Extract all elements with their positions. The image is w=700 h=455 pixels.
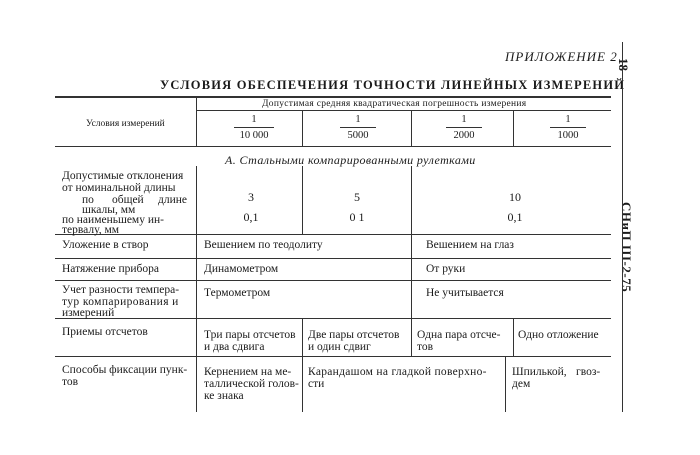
- fraction-numerator: 1: [355, 114, 361, 125]
- deviation-label-1: Допустимые отклонения: [62, 170, 184, 182]
- col-divider-2-body: [411, 166, 412, 234]
- rule-after-deviation: [55, 234, 611, 235]
- fixing-method-3a: Шпилькой,: [512, 366, 567, 378]
- col-divider-1-head: [302, 110, 303, 146]
- reading-method-3b: тов: [417, 341, 434, 353]
- temperature-label-3: измерений: [62, 307, 115, 319]
- fraction-denominator: 1000: [550, 127, 586, 142]
- fraction-1-2000: [446, 113, 482, 142]
- col-divider-0b: [196, 166, 197, 412]
- page-title: УСЛОВИЯ ОБЕСПЕЧЕНИЯ ТОЧНОСТИ ЛИНЕЙНЫХ ИЗМЕРЕНИЙ: [160, 78, 626, 92]
- deviation-interval-1: 0,1: [243, 210, 259, 224]
- col-divider-3-head: [513, 110, 514, 146]
- reading-method-1a: Три пары отсчетов: [204, 329, 296, 341]
- document-reference: СНиП III-2-75: [619, 202, 634, 293]
- fixing-method-2a: Карандашом на гладкой поверхно-: [308, 366, 487, 378]
- fraction-1-10000: [234, 113, 274, 142]
- reading-method-4: Одно отложение: [518, 329, 599, 341]
- rule-after-reading: [55, 356, 611, 357]
- fraction-denominator: 2000: [446, 127, 482, 142]
- fraction-1-5000: [340, 113, 376, 142]
- fraction-numerator: 1: [565, 114, 571, 125]
- temperature-method-1: Термометром: [204, 287, 271, 299]
- rule-after-alignment: [55, 258, 611, 259]
- page-number: 18: [616, 58, 631, 71]
- deviation-total-3: 10: [509, 190, 521, 204]
- fixing-method-1c: ке знака: [204, 390, 244, 402]
- header-bottom-rule: [55, 146, 611, 147]
- fraction-denominator: 5000: [340, 127, 376, 142]
- fixing-method-3b: гвоз-: [576, 366, 601, 378]
- alignment-label: Уложение в створ: [62, 239, 149, 251]
- fixing-method-3c: дем: [512, 378, 531, 390]
- fraction-denominator: 10 000: [234, 127, 274, 142]
- col-divider-reading-1: [302, 318, 303, 412]
- col-divider-fixing-3: [505, 356, 506, 412]
- alignment-method-1: Вешением по теодолиту: [204, 239, 323, 251]
- deviation-interval-3: 0,1: [507, 210, 523, 224]
- deviation-total-2: 5: [354, 190, 360, 204]
- section-a-heading: А. Стальными компарированными рулетками: [225, 153, 476, 167]
- temperature-label-2: тур компарирования и: [62, 296, 179, 308]
- tension-label: Натяжение прибора: [62, 263, 159, 275]
- conditions-header: Условия измерений: [86, 119, 165, 129]
- deviation-label-2: от номинальной длины: [62, 182, 176, 194]
- temperature-label-1: Учет разности темпера-: [62, 284, 180, 296]
- deviation-label-3b: общей: [112, 194, 144, 206]
- margin-rule: [622, 42, 623, 412]
- rule-after-temperature: [55, 318, 611, 319]
- fixing-method-1b: таллической голов-: [204, 378, 299, 390]
- deviation-interval-2: 0 1: [349, 210, 365, 224]
- alignment-method-2: Вешением на глаз: [426, 239, 514, 251]
- deviation-label-4: шкалы, мм: [82, 204, 136, 216]
- tension-method-2: От руки: [426, 263, 466, 275]
- reading-label: Приемы отсчетов: [62, 326, 148, 338]
- fixing-label-1: Способы фиксации пунк-: [62, 364, 188, 376]
- rule-after-tension: [55, 280, 611, 281]
- tension-method-1: Динамометром: [204, 263, 279, 275]
- deviation-label-3c: длине: [158, 194, 188, 206]
- reading-method-2a: Две пары отсчетов: [308, 329, 400, 341]
- fraction-numerator: 1: [461, 114, 467, 125]
- col-divider-reading-3: [513, 318, 514, 356]
- fixing-method-2b: сти: [308, 378, 325, 390]
- fraction-1-1000: [550, 113, 586, 142]
- reading-method-2b: и один сдвиг: [308, 341, 371, 353]
- col-divider-0: [196, 96, 197, 146]
- deviation-label-5: по наименьшему ин-: [62, 214, 164, 226]
- fixing-method-1a: Кернением на ме-: [204, 366, 292, 378]
- col-divider-1-body: [302, 166, 303, 234]
- reading-method-3a: Одна пара отсче-: [417, 329, 501, 341]
- col-divider-2-head: [411, 110, 412, 146]
- deviation-label-6: тервалу, мм: [62, 224, 120, 236]
- temperature-method-2: Не учитывается: [426, 287, 504, 299]
- deviation-total-1: 3: [248, 190, 254, 204]
- error-header: Допустимая средняя квадратическая погрешность измерения: [262, 99, 527, 109]
- appendix-label: ПРИЛОЖЕНИЕ 2: [505, 49, 618, 64]
- col-divider-reading-2: [411, 318, 412, 356]
- reading-method-1b: и два сдвига: [204, 341, 265, 353]
- fraction-numerator: 1: [251, 114, 257, 125]
- col-divider-mid: [411, 234, 412, 318]
- fixing-label-2: тов: [62, 376, 79, 388]
- deviation-label-3a: по: [82, 194, 94, 206]
